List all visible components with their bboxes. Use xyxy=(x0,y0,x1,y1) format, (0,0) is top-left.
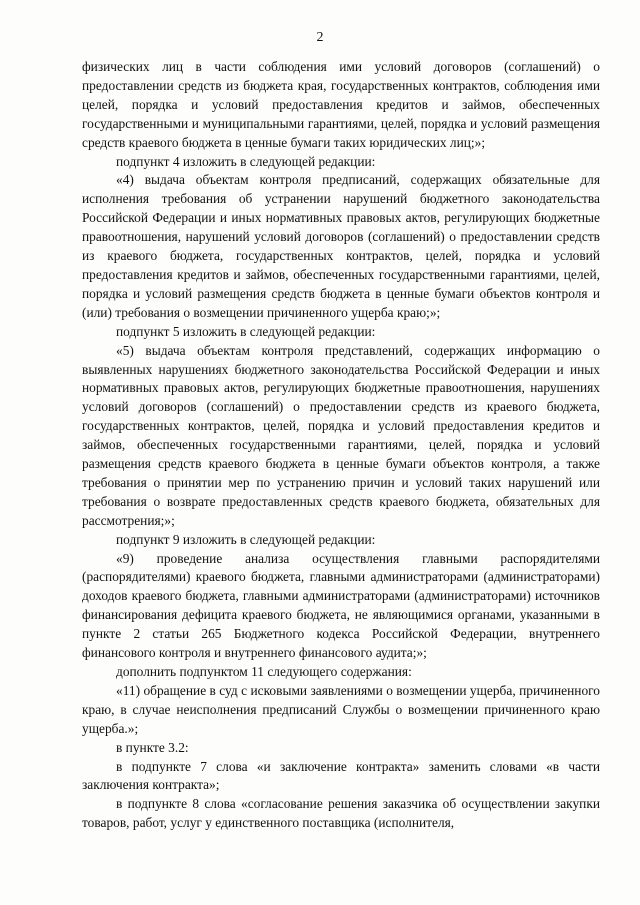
paragraph-11: в подпункте 7 слова «и заключение контракта» заменить словами «в части заключения контракта»; xyxy=(82,758,600,793)
paragraph-12: в подпункте 8 слова «согласование решения заказчика об осуществлении закупки товаров, работ, услуг у единственного поставщика (исполнителя, xyxy=(82,796,600,831)
document-body xyxy=(82,58,600,833)
paragraph-6: подпункт 9 изложить в следующей редакции: xyxy=(116,531,376,547)
paragraph-10: в пункте 3.2: xyxy=(116,739,189,755)
page-number: 2 xyxy=(316,30,324,45)
paragraph-3: «4) выдача объектам контроля предписаний, содержащих обязательные для исполнения требования об устранении нарушений бюджетного законодательства Российской Федерации и иных нормативных правовых актов, регулирующих бюджетные правоотношения, нарушений условий договоров (соглашений) о предоставлении средств из краевого бюджета, государственных контрактов, целей, порядка и условий предоставления кредитов и займов, обеспеченных государственными гарантиями, целей, порядка и условий размещения средств бюджета в ценные бумаги объектов контроля и (или) требования о возмещении причиненного ущерба краю;»; xyxy=(82,172,600,320)
paragraph-1: физических лиц в части соблюдения ими условий договоров (соглашений) о предоставлении средств из бюджета края, государственных контрактов, соблюдения ими целей, порядка и условий предоставления кредитов и займов, обеспеченных государственными и муниципальными гарантиями, целей, порядка и условий размещения средств краевого бюджета в ценные бумаги таких юридических лиц;»; xyxy=(82,59,600,150)
paragraph-5: «5) выдача объектам контроля представлений, содержащих информацию о выявленных нарушениях бюджетного законодательства Российской Федерации и иных нормативных правовых актов, регулирующих бюджетные правоотношения, нарушениях условий договоров (соглашений) о предоставлении средств из краевого бюджета, государственных контрактов, целей, порядка и условий предоставления кредитов и займов, обеспеченных государственными гарантиями, целей, порядка и условий размещения средств краевого бюджета в ценные бумаги объектов контроля, а также требования о принятии мер по устранению причин и условий таких нарушений или требования о возврате предоставленных средств краевого бюджета, обязательных для рассмотрения;»; xyxy=(82,342,600,528)
paragraph-7: «9) проведение анализа осуществления главными распорядителями (распорядителями) краевого бюджета, главными администраторами (администраторами) доходов краевого бюджета, главными администраторами (администраторами) источников финансирования дефицита краевого бюджета, не являющимися органами, указанными в пункте 2 статьи 265 Бюджетного кодекса Российской Федерации, внутреннего финансового контроля и внутреннего финансового аудита;»; xyxy=(82,550,600,661)
paragraph-2: подпункт 4 изложить в следующей редакции: xyxy=(116,153,376,169)
paragraph-8: дополнить подпунктом 11 следующего содержания: xyxy=(116,664,412,679)
paragraph-4: подпункт 5 изложить в следующей редакции: xyxy=(116,323,376,339)
paragraph-9: «11) обращение в суд с исковыми заявлениями о возмещении ущерба, причиненного краю, в случае неисполнения предписаний Службы о возмещении причиненного краю ущерба.»; xyxy=(82,682,600,736)
